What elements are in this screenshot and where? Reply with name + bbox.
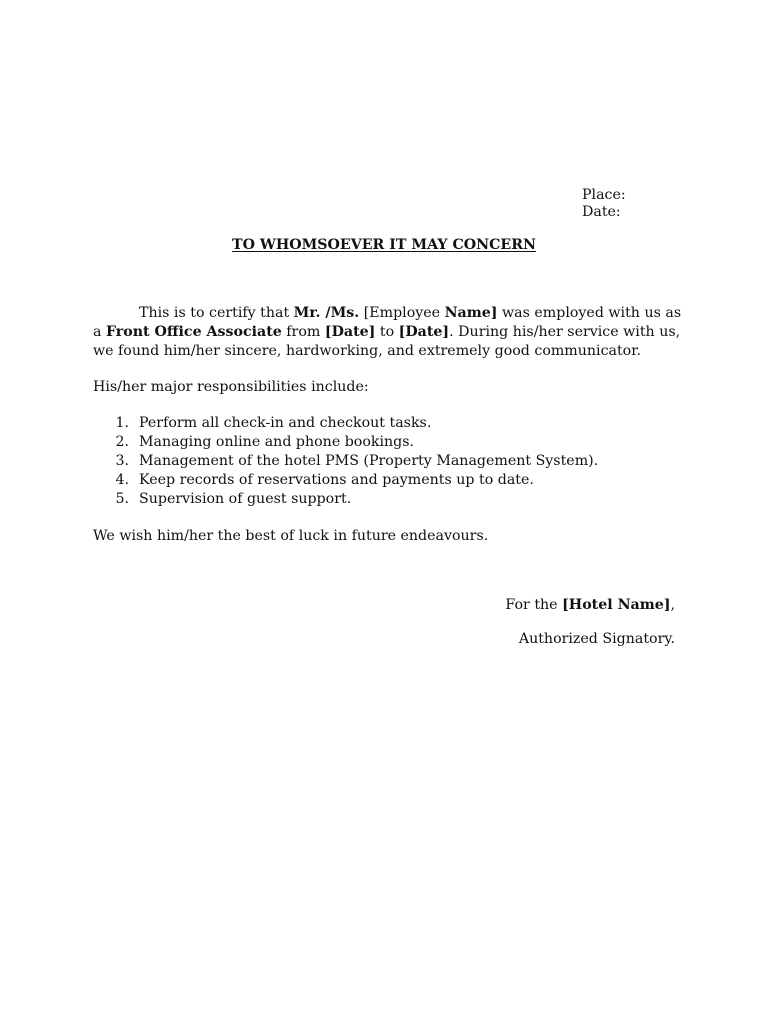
- letter-title: TO WHOMSOEVER IT MAY CONCERN: [232, 237, 536, 253]
- job-title: Front Office Associate: [105, 324, 282, 340]
- list-number: 3.: [115, 453, 129, 469]
- certify-text-1: This is to certify that: [139, 305, 294, 321]
- list-item: [93, 471, 598, 490]
- list-item: [93, 452, 598, 471]
- place-label: Place:: [582, 187, 626, 203]
- for-suffix: ,: [670, 597, 675, 613]
- list-text: Perform all check-in and checkout tasks.: [139, 415, 432, 431]
- list-item: [93, 414, 598, 433]
- end-date-placeholder: [Date]: [398, 324, 450, 340]
- certify-text-5: to: [375, 324, 399, 340]
- for-prefix: For the: [505, 597, 563, 613]
- authorized-signatory: Authorized Signatory.: [518, 631, 675, 647]
- certify-paragraph: [93, 304, 683, 361]
- certify-text-4: from: [281, 324, 325, 340]
- for-hotel-line: [505, 596, 675, 615]
- list-number: 5.: [115, 491, 129, 507]
- list-text: Management of the hotel PMS (Property Management System).: [139, 453, 599, 469]
- hotel-name-placeholder: [Hotel Name]: [562, 597, 671, 613]
- list-item: [93, 490, 598, 509]
- date-label: Date:: [582, 203, 621, 220]
- place-date-block: [582, 187, 626, 220]
- list-number: 2.: [115, 434, 129, 450]
- responsibilities-intro: His/her major responsibilities include:: [93, 379, 369, 395]
- list-text: Supervision of guest support.: [139, 491, 352, 507]
- certify-text-6: . During his/her service with us, we found him/her sincere, hardworking, and extremely good communicator.: [93, 324, 681, 359]
- certify-text-3: was employed with us as a: [93, 305, 682, 340]
- responsibilities-list: [93, 414, 598, 509]
- start-date-placeholder: [Date]: [324, 324, 376, 340]
- list-text: Keep records of reservations and payments up to date.: [139, 472, 534, 488]
- certify-text-2: [Employee: [359, 305, 445, 321]
- employee-name-placeholder: Name]: [444, 305, 498, 321]
- list-item: [93, 433, 598, 452]
- list-number: 1.: [115, 415, 129, 431]
- list-text: Managing online and phone bookings.: [139, 434, 415, 450]
- list-number: 4.: [115, 472, 129, 488]
- salutation-placeholder: Mr. /Ms.: [293, 305, 360, 321]
- closing-line: We wish him/her the best of luck in future endeavours.: [93, 528, 489, 544]
